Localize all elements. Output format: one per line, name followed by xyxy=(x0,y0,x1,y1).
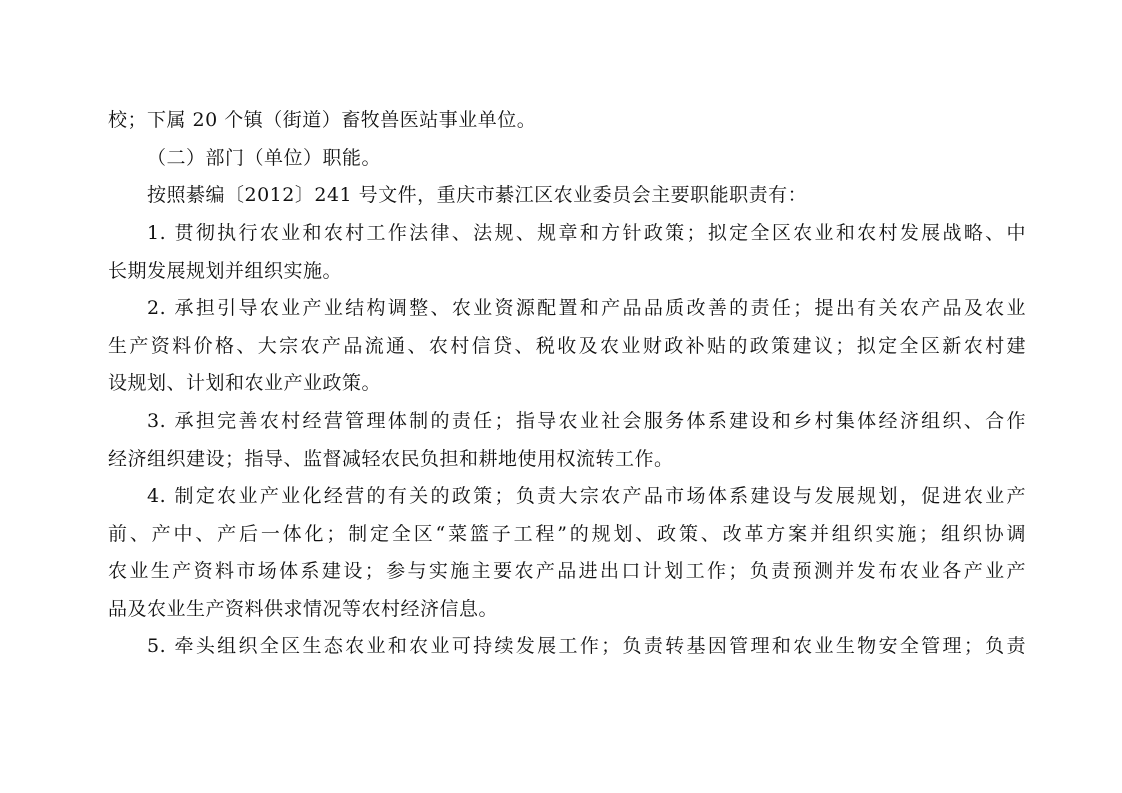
item-4-line-2: 前、产中、产后一体化；制定全区“菜篮子工程”的规划、政策、改革方案并组织实施；组织协调 xyxy=(108,523,1026,545)
item-2-line-3: 设规划、计划和农业产业政策。 xyxy=(108,372,382,394)
item-4-line-3: 农业生产资料市场体系建设；参与实施主要农产品进出口计划工作；负责预测并发布农业各产业产 xyxy=(108,560,1026,582)
item-1-line-2: 长期发展规划并组织实施。 xyxy=(108,260,343,282)
intro-paragraph: 按照綦编〔2012〕241 号文件，重庆市綦江区农业委员会主要职能职责有： xyxy=(147,184,808,206)
item-3-line-1: 3. 承担完善农村经营管理体制的责任；指导农业社会服务体系建设和乡村集体经济组织、合作 xyxy=(147,410,1026,432)
text-line-continuation: 校；下属 20 个镇（街道）畜牧兽医站事业单位。 xyxy=(108,109,537,131)
item-2-line-2: 生产资料价格、大宗农产品流通、农村信贷、税收及农业财政补贴的政策建议；拟定全区新农村建 xyxy=(108,335,1026,357)
item-2-line-1: 2. 承担引导农业产业结构调整、农业资源配置和产品品质改善的责任；提出有关农产品及农业 xyxy=(147,297,1026,319)
section-heading-functions: （二）部门（单位）职能。 xyxy=(147,147,382,169)
item-1-line-1: 1. 贯彻执行农业和农村工作法律、法规、规章和方针政策；拟定全区农业和农村发展战略、中 xyxy=(147,222,1026,244)
item-4-line-1: 4. 制定农业产业化经营的有关的政策；负责大宗农产品市场体系建设与发展规划，促进农业产 xyxy=(147,485,1026,507)
item-4-line-4: 品及农业生产资料供求情况等农村经济信息。 xyxy=(108,598,499,620)
item-3-line-2: 经济组织建设；指导、监督减轻农民负担和耕地使用权流转工作。 xyxy=(108,448,674,470)
item-5-line-1: 5. 牵头组织全区生态农业和农业可持续发展工作；负责转基因管理和农业生物安全管理；负责 xyxy=(147,635,1026,657)
